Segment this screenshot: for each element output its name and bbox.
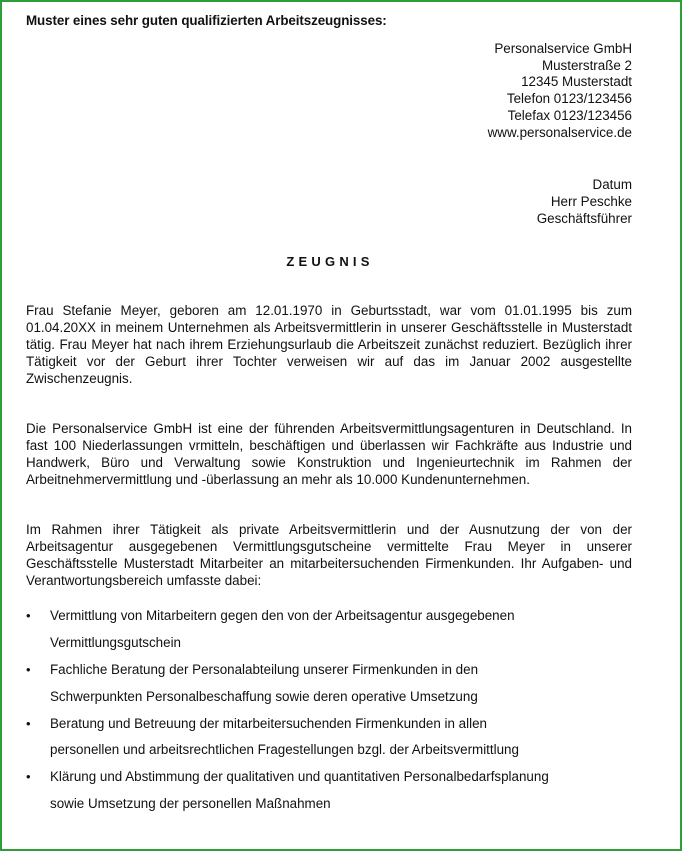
document-page <box>26 12 632 818</box>
document-heading: Muster eines sehr guten qualifizierten Arbeitszeugnisses: <box>26 13 387 28</box>
recipient-date: Datum <box>592 177 632 193</box>
paragraph-responsibilities: Im Rahmen ihrer Tätigkeit als private Arbeitsvermittlerin und der Ausnutzung der von der Arbeitsagentur ausgegebenen Vermittlungsgutscheine vermittelte Frau Meyer in unserer Geschäftsstelle Musterstadt Mitarbeiter an mitarbeitersuchenden Firmenkunden. Ihr Aufgaben- und Verantwortungsbereich umfasste dabei: <box>26 522 632 589</box>
bullet-glyph: • <box>26 608 31 624</box>
sender-phone: Telefon 0123/123456 <box>506 91 632 107</box>
list-item-line: Fachliche Beratung der Personalabteilung unserer Firmenkunden in den <box>50 661 479 677</box>
bullet-glyph: • <box>26 715 31 731</box>
paragraph-company: Die Personalservice GmbH ist eine der führenden Arbeitsvermittlungsagenturen in Deutschland. In fast 100 Niederlassungen vrmitteln, beschäftigen und überlassen wir Fachkräfte aus Industrie und Handwerk, Büro und Verwaltung sowie Konstruktion und Ingenieurtechnik im Rahmen der Arbeitnehmervermittlung und -überlassung an mehr als 10.000 Kundenunternehmen. <box>26 421 632 488</box>
list-item-line: personellen und arbeitsrechtlichen Fragestellungen bzgl. der Arbeitsvermittlung <box>50 742 519 758</box>
sender-website: www.personalservice.de <box>487 124 632 140</box>
list-item-line: Klärung und Abstimmung der qualitativen und quantitativen Personalbedarfsplanung <box>50 769 549 785</box>
list-item <box>26 764 632 818</box>
list-item-line: Schwerpunkten Personalbeschaffung sowie deren operative Umsetzung <box>50 688 478 704</box>
recipient-role: Geschäftsführer <box>536 210 632 226</box>
sender-city: 12345 Musterstadt <box>521 74 632 90</box>
list-item-line: sowie Umsetzung der personellen Maßnahmen <box>50 795 331 811</box>
list-item-line: Vermittlungsgutschein <box>50 635 182 651</box>
sender-fax: Telefax 0123/123456 <box>507 107 632 123</box>
document-title: ZEUGNIS <box>286 254 374 270</box>
duties-list <box>26 603 632 817</box>
list-item-line: Vermittlung von Mitarbeitern gegen den von der Arbeitsagentur ausgegebenen <box>50 608 515 624</box>
recipient-block <box>26 177 632 227</box>
bullet-glyph: • <box>26 661 31 677</box>
bullet-glyph: • <box>26 769 31 785</box>
sender-street: Musterstraße 2 <box>541 57 632 73</box>
list-item <box>26 711 632 765</box>
list-item-line: Beratung und Betreuung der mitarbeitersuchenden Firmenkunden in allen <box>50 715 487 731</box>
sender-address-block <box>26 41 632 141</box>
list-item <box>26 603 632 657</box>
paragraph-employment: Frau Stefanie Meyer, geboren am 12.01.1970 in Geburtsstadt, war vom 01.01.1995 bis zum 01.04.20XX in meinem Unternehmen als Arbeitsvermittlerin in unserer Geschäftsstelle in Musterstadt tätig. Frau Meyer hat nach ihrem Erziehungsurlaub die Arbeitszeit zunächst reduziert. Bezüglich ihrer Tätigkeit vor der Geburt ihrer Tochter verweisen wir auf das im Januar 2002 ausgestellte Zwischenzeugnis. <box>26 303 632 387</box>
list-item <box>26 657 632 711</box>
sender-company: Personalservice GmbH <box>494 41 632 56</box>
recipient-name: Herr Peschke <box>550 193 632 209</box>
